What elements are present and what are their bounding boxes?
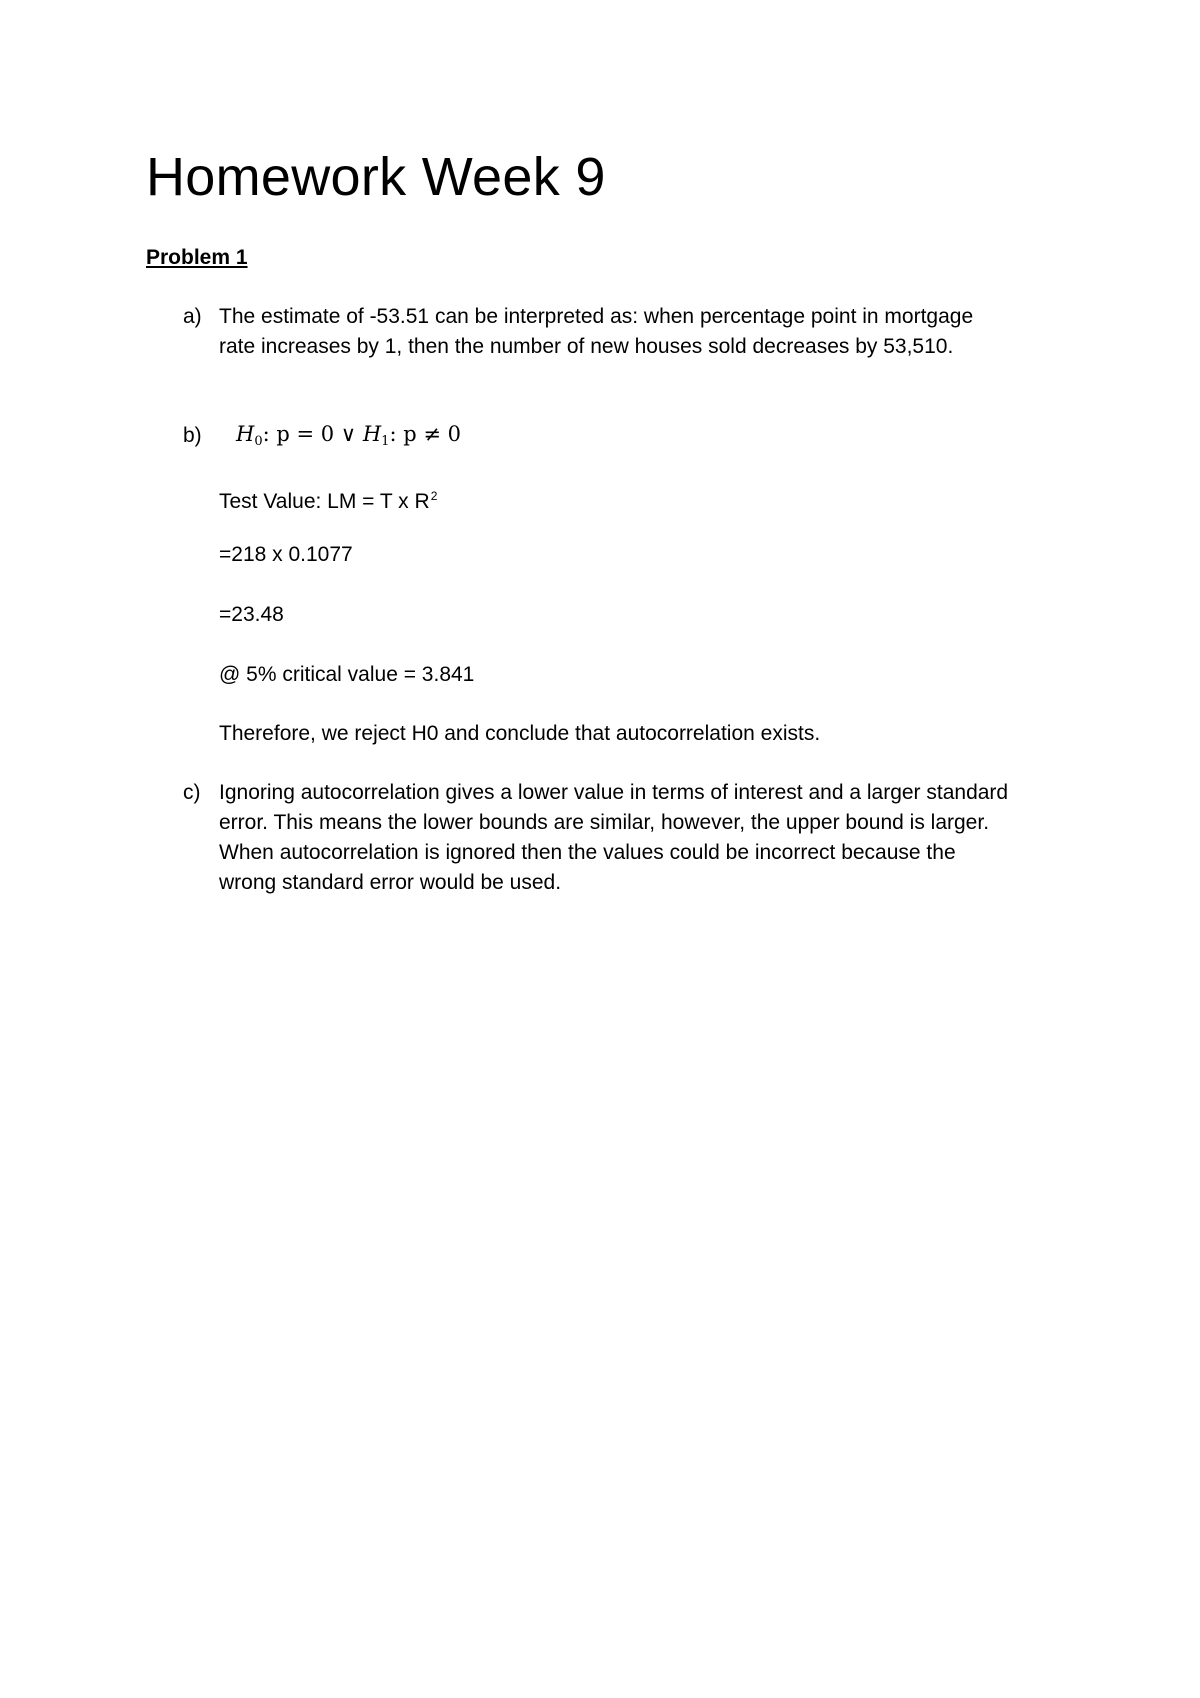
h1-symbol: H <box>362 422 382 446</box>
hypothesis-equation <box>236 419 461 457</box>
problem-heading: Problem 1 <box>146 246 248 269</box>
test-value-text: Test Value: LM = T x R <box>219 490 430 513</box>
part-c-line: error. This means the lower bounds are similar, however, the upper bound is larger. <box>219 811 990 834</box>
part-a-line: The estimate of -53.51 can be interpreted as: when percentage point in mortgage <box>219 305 974 328</box>
part-c-line: When autocorrelation is ignored then the values could be incorrect because the <box>219 841 956 864</box>
conclusion-line: Therefore, we reject H0 and conclude that autocorrelation exists. <box>219 722 821 745</box>
h0-subscript: 0 <box>254 434 263 449</box>
h1-subscript: 1 <box>381 434 390 449</box>
part-b-label: b) <box>183 424 202 447</box>
part-c-line: Ignoring autocorrelation gives a lower value in terms of interest and a larger standard <box>219 781 1009 804</box>
part-a-line: rate increases by 1, then the number of new houses sold decreases by 53,510. <box>219 335 954 358</box>
calculation-result: =23.48 <box>219 603 284 626</box>
calculation-line: =218 x 0.1077 <box>219 543 353 566</box>
h0-expression: : p = 0 ∨ <box>262 422 363 446</box>
h0-symbol: H <box>236 422 255 446</box>
document-title: Homework Week 9 <box>146 147 606 207</box>
test-value-line <box>219 481 437 517</box>
critical-value-line: @ 5% critical value = 3.841 <box>219 663 475 686</box>
r-squared-superscript: 2 <box>430 489 438 503</box>
part-a-label: a) <box>183 305 202 328</box>
h1-expression: : p ≠ 0 <box>389 422 461 446</box>
part-c-line: wrong standard error would be used. <box>219 871 562 894</box>
part-c-label: c) <box>183 781 201 804</box>
